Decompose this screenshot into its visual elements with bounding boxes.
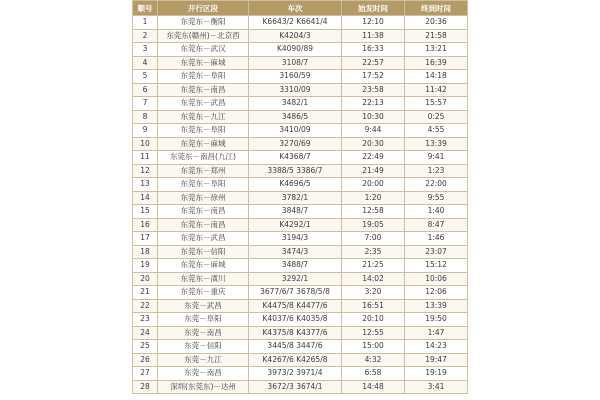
cell-number: 10 [133,137,158,151]
cell-departure: 19:05 [342,218,405,232]
cell-number: 1 [133,16,158,30]
cell-number: 19 [133,259,158,273]
cell-route: 东莞东－衡阳 [158,16,249,30]
cell-number: 3 [133,43,158,57]
cell-departure: 14:02 [342,272,405,286]
cell-number: 21 [133,286,158,300]
cell-arrival: 3:41 [405,380,468,394]
cell-departure: 11:38 [342,29,405,43]
cell-train: 3848/7 [249,205,342,219]
table-row [133,259,468,273]
cell-arrival: 9:55 [405,191,468,205]
cell-arrival: 1:23 [405,164,468,178]
cell-train: K4267/6 K4265/8 [249,353,342,367]
cell-departure: 22:49 [342,151,405,165]
cell-number: 2 [133,29,158,43]
cell-departure: 14:48 [342,380,405,394]
table-row [133,191,468,205]
cell-departure: 3:20 [342,286,405,300]
cell-arrival: 22:00 [405,178,468,192]
cell-route: 东莞东－南昌 [158,205,249,219]
cell-departure: 12:55 [342,326,405,340]
cell-arrival: 19:50 [405,313,468,327]
cell-route: 东莞东－南昌(九江) [158,151,249,165]
cell-arrival: 21:58 [405,29,468,43]
cell-route: 东莞东－重庆 [158,286,249,300]
cell-arrival: 13:39 [405,137,468,151]
cell-number: 16 [133,218,158,232]
cell-route: 东莞东(赣州)－北京西 [158,29,249,43]
cell-arrival: 1:40 [405,205,468,219]
cell-number: 25 [133,340,158,354]
column-header-route: 开行区段 [158,1,249,16]
cell-train: 3973/2 3971/4 [249,367,342,381]
cell-departure: 20:00 [342,178,405,192]
cell-number: 15 [133,205,158,219]
table-row [133,353,468,367]
cell-arrival: 8:47 [405,218,468,232]
cell-arrival: 20:36 [405,16,468,30]
cell-route: 东莞东－阜阳 [158,178,249,192]
cell-number: 6 [133,83,158,97]
cell-route: 东莞东－潢川 [158,272,249,286]
cell-arrival: 15:12 [405,259,468,273]
cell-departure: 15:00 [342,340,405,354]
table-row [133,340,468,354]
cell-arrival: 14:18 [405,70,468,84]
cell-arrival: 12:06 [405,286,468,300]
cell-number: 28 [133,380,158,394]
cell-arrival: 15:57 [405,97,468,111]
cell-arrival: 14:23 [405,340,468,354]
cell-route: 东莞东－南昌 [158,218,249,232]
table-row [133,326,468,340]
cell-departure: 7:00 [342,232,405,246]
cell-route: 东莞东－九江 [158,110,249,124]
table-row [133,110,468,124]
cell-number: 22 [133,299,158,313]
cell-number: 5 [133,70,158,84]
cell-arrival: 13:21 [405,43,468,57]
cell-route: 东莞东－武昌 [158,232,249,246]
column-header-number: 顺号 [133,1,158,16]
cell-departure: 20:10 [342,313,405,327]
cell-train: 3488/7 [249,259,342,273]
table-row [133,124,468,138]
column-header-arrival: 终到时间 [405,1,468,16]
cell-route: 东莞－南昌 [158,326,249,340]
table-body [133,16,468,394]
cell-arrival: 9:41 [405,151,468,165]
cell-route: 东莞东－郑州 [158,164,249,178]
cell-route: 东莞东－徐州 [158,191,249,205]
table-row [133,232,468,246]
table-row [133,56,468,70]
table-row [133,313,468,327]
cell-train: 3310/09 [249,83,342,97]
cell-train: K4475/8 K4477/6 [249,299,342,313]
cell-route: 东莞－南昌 [158,367,249,381]
cell-route: 东莞东－麻城 [158,137,249,151]
column-header-departure: 始发时间 [342,1,405,16]
table-row [133,83,468,97]
table-row [133,151,468,165]
table-header-row [133,1,468,16]
cell-departure: 2:35 [342,245,405,259]
cell-number: 12 [133,164,158,178]
cell-train: 3160/59 [249,70,342,84]
table-row [133,97,468,111]
cell-train: 3474/3 [249,245,342,259]
cell-departure: 21:49 [342,164,405,178]
cell-arrival: 23:07 [405,245,468,259]
cell-arrival: 10:06 [405,272,468,286]
cell-train: K4368/7 [249,151,342,165]
cell-train: K4696/5 [249,178,342,192]
cell-departure: 21:25 [342,259,405,273]
cell-arrival: 16:39 [405,56,468,70]
cell-route: 东莞东－阜阳 [158,70,249,84]
table-row [133,245,468,259]
cell-number: 11 [133,151,158,165]
cell-route: 东莞东－南昌 [158,83,249,97]
table-row [133,205,468,219]
cell-arrival: 19:47 [405,353,468,367]
cell-departure: 16:33 [342,43,405,57]
cell-number: 24 [133,326,158,340]
cell-train: K4375/8 K4377/6 [249,326,342,340]
cell-number: 9 [133,124,158,138]
cell-train: 3482/1 [249,97,342,111]
cell-number: 27 [133,367,158,381]
table-row [133,272,468,286]
cell-number: 17 [133,232,158,246]
table-row [133,43,468,57]
cell-train: 3270/69 [249,137,342,151]
cell-train: 3108/7 [249,56,342,70]
cell-arrival: 0:25 [405,110,468,124]
table-row [133,178,468,192]
cell-departure: 20:30 [342,137,405,151]
cell-train: K4037/6 K4035/8 [249,313,342,327]
cell-departure: 22:57 [342,56,405,70]
cell-train: K6643/2 K6641/4 [249,16,342,30]
table-row [133,299,468,313]
table-row [133,367,468,381]
table-row [133,137,468,151]
cell-train: K4292/1 [249,218,342,232]
cell-departure: 10:30 [342,110,405,124]
cell-departure: 23:58 [342,83,405,97]
cell-arrival: 1:46 [405,232,468,246]
cell-train: 3672/3 3674/1 [249,380,342,394]
cell-departure: 9:44 [342,124,405,138]
cell-arrival: 13:39 [405,299,468,313]
cell-departure: 22:13 [342,97,405,111]
cell-train: 3677/6/7 3678/5/8 [249,286,342,300]
table-row [133,29,468,43]
cell-route: 东莞东－麻城 [158,259,249,273]
cell-route: 东莞东－麻城 [158,56,249,70]
cell-route: 深圳(东莞东)－达州 [158,380,249,394]
cell-route: 东莞－阜阳 [158,313,249,327]
cell-number: 7 [133,97,158,111]
cell-train: 3388/5 3386/7 [249,164,342,178]
cell-number: 26 [133,353,158,367]
cell-train: K4090/89 [249,43,342,57]
cell-train: 3292/1 [249,272,342,286]
cell-arrival: 4:55 [405,124,468,138]
cell-departure: 6:58 [342,367,405,381]
cell-number: 23 [133,313,158,327]
cell-route: 东莞东－阜阳 [158,124,249,138]
cell-number: 8 [133,110,158,124]
cell-departure: 4:32 [342,353,405,367]
cell-route: 东莞东－信阳 [158,245,249,259]
cell-number: 20 [133,272,158,286]
cell-train: 3782/1 [249,191,342,205]
cell-route: 东莞东－武昌 [158,97,249,111]
cell-number: 14 [133,191,158,205]
cell-departure: 17:52 [342,70,405,84]
cell-number: 13 [133,178,158,192]
table-row [133,380,468,394]
cell-departure: 12:58 [342,205,405,219]
cell-train: 3410/09 [249,124,342,138]
cell-route: 东莞－武昌 [158,299,249,313]
cell-train: 3445/8 3447/6 [249,340,342,354]
cell-train: 3486/5 [249,110,342,124]
cell-arrival: 1:47 [405,326,468,340]
cell-route: 东莞东－武汉 [158,43,249,57]
train-schedule-table [132,0,468,394]
cell-departure: 16:51 [342,299,405,313]
cell-train: K4204/3 [249,29,342,43]
table-row [133,70,468,84]
cell-arrival: 11:42 [405,83,468,97]
cell-departure: 1:20 [342,191,405,205]
table-row [133,286,468,300]
cell-departure: 12:10 [342,16,405,30]
cell-route: 东莞－九江 [158,353,249,367]
cell-number: 4 [133,56,158,70]
table-row [133,164,468,178]
cell-number: 18 [133,245,158,259]
column-header-train: 车次 [249,1,342,16]
cell-arrival: 19:19 [405,367,468,381]
cell-train: 3194/3 [249,232,342,246]
table-row [133,218,468,232]
cell-route: 东莞－信阳 [158,340,249,354]
table-row [133,16,468,30]
